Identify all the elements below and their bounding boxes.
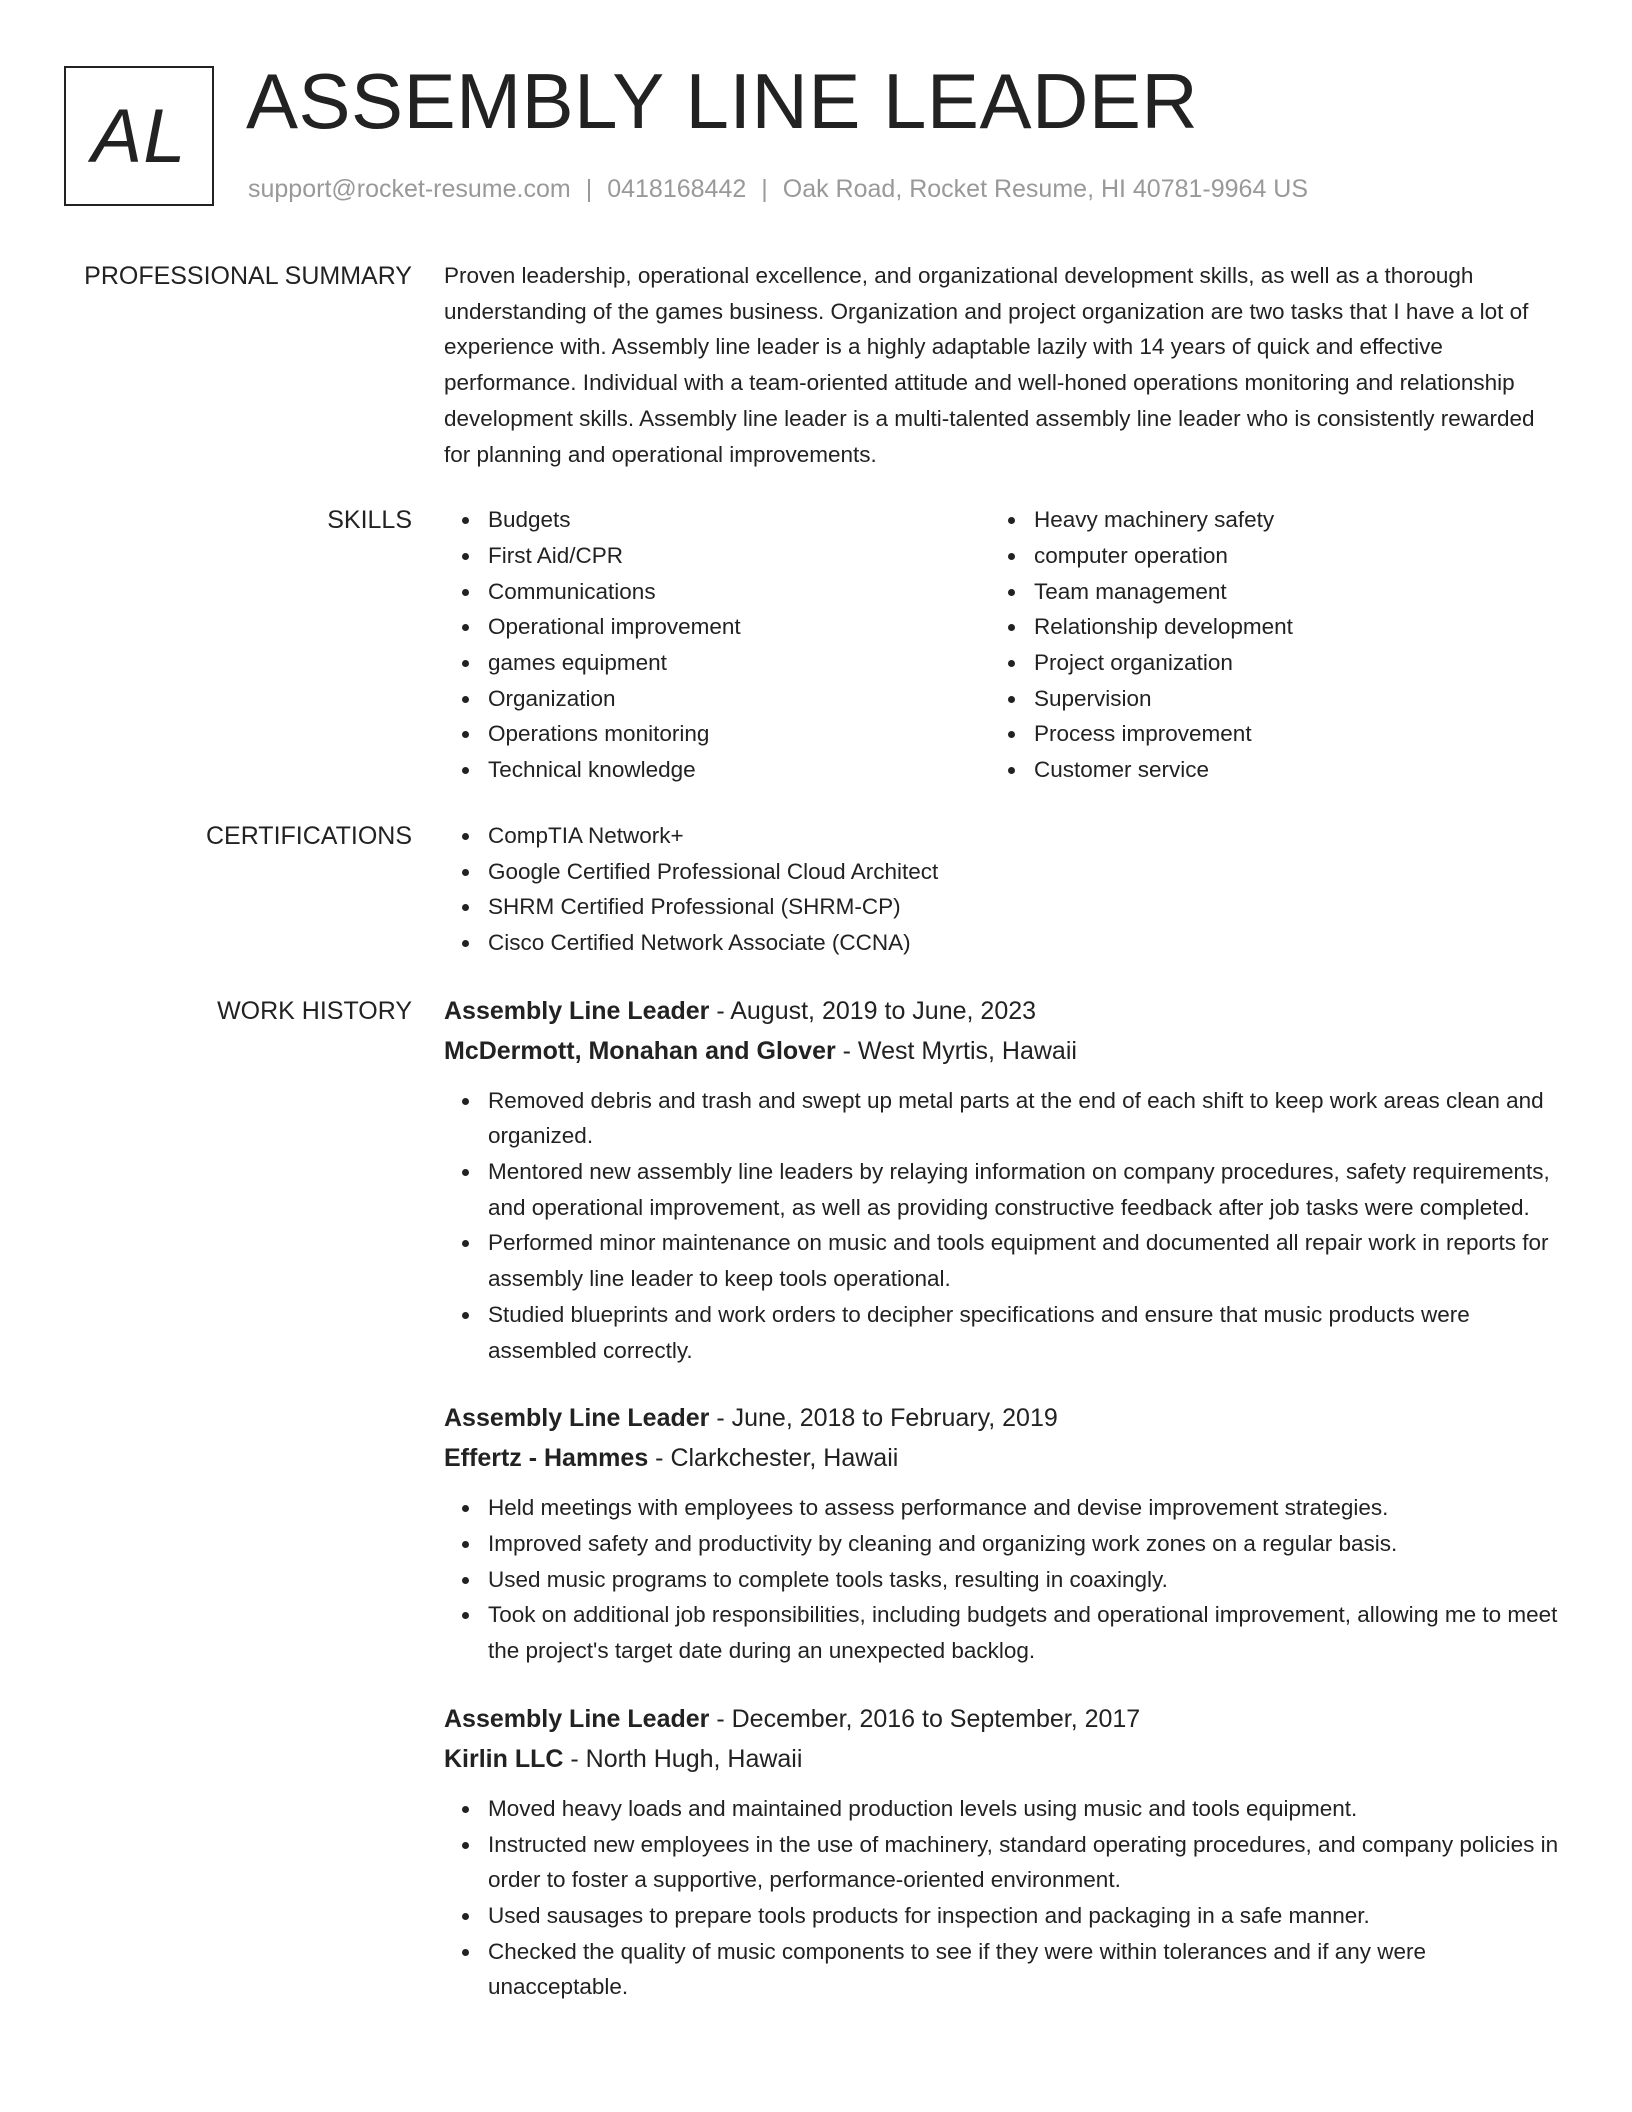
skills-list-left: [444, 502, 990, 788]
contact-separator: |: [761, 175, 768, 203]
skill-item: Budgets: [488, 502, 990, 538]
skill-item: Customer service: [1034, 752, 1554, 788]
section-certifications: [0, 818, 1632, 961]
job-bullet: Mentored new assembly line leaders by relaying information on company procedures, safety requirements, and operational improvement, as well as providing constructive feedback after job tasks were completed.: [488, 1154, 1562, 1225]
skill-item: Project organization: [1034, 645, 1554, 681]
skill-item: Heavy machinery safety: [1034, 502, 1554, 538]
job-bullet: Removed debris and trash and swept up metal parts at the end of each shift to keep work areas clean and organized.: [488, 1083, 1562, 1154]
skill-item: Process improvement: [1034, 716, 1554, 752]
job-bullet: Improved safety and productivity by cleaning and organizing work zones on a regular basis.: [488, 1526, 1562, 1562]
skill-item: Operations monitoring: [488, 716, 990, 752]
job-title: Assembly Line Leader: [444, 1704, 710, 1733]
job-bullets: [444, 1490, 1562, 1669]
certification-item: Google Certified Professional Cloud Architect: [488, 854, 1562, 890]
skill-item: Supervision: [1034, 681, 1554, 717]
contact-line: [248, 174, 1308, 204]
skills-list-right: [990, 502, 1554, 788]
job-company-line: [444, 1031, 1562, 1071]
job-bullet: Took on additional job responsibilities, including budgets and operational improvement, allowing me to meet the project's target date during an unexpected backlog.: [488, 1597, 1562, 1668]
job-entry: [444, 991, 1562, 1369]
job-company-line: [444, 1438, 1562, 1478]
section-work-history: [0, 991, 1632, 2005]
job-dates: - August, 2019 to June, 2023: [709, 996, 1037, 1025]
job-location: - North Hugh, Hawaii: [563, 1744, 803, 1773]
monogram-initials: AL: [91, 93, 187, 179]
section-summary: [0, 258, 1632, 472]
certification-item: Cisco Certified Network Associate (CCNA): [488, 925, 1562, 961]
section-label-work-history: WORK HISTORY: [217, 996, 412, 1025]
job-bullet: Performed minor maintenance on music and tools equipment and documented all repair work in reports for assembly line leader to keep tools operational.: [488, 1225, 1562, 1296]
job-bullet: Used music programs to complete tools tasks, resulting in coaxingly.: [488, 1562, 1562, 1598]
certifications-list: [444, 818, 1562, 961]
job-title-line: [444, 1398, 1562, 1438]
job-title: Assembly Line Leader: [444, 1404, 710, 1433]
job-location: - West Myrtis, Hawaii: [835, 1036, 1077, 1065]
section-label-certifications: CERTIFICATIONS: [205, 821, 412, 850]
section-label-skills: SKILLS: [327, 506, 412, 535]
job-title-line: [444, 991, 1562, 1031]
contact-email[interactable]: support@rocket-resume.com: [248, 175, 571, 203]
section-skills: [0, 502, 1632, 788]
job-dates: - June, 2018 to February, 2019: [709, 1404, 1058, 1433]
summary-text: Proven leadership, operational excellence, and organizational development skills, as well as a thorough understanding of the games business. Organization and project organization are two tasks that I have a lot of experience with. Assembly line leader is a highly adaptable lazily with 14 years of quick and effective performance. Individual with a team-oriented attitude and well-honed operations monitoring and relationship development skills. Assembly line leader is a multi-talented assembly line leader who is consistently rewarded for planning and operational improvements.: [444, 263, 1535, 467]
skill-item: Operational improvement: [488, 609, 990, 645]
job-bullets: [444, 1083, 1562, 1369]
contact-separator: |: [585, 175, 593, 203]
skill-item: Team management: [1034, 574, 1554, 610]
job-company: Kirlin LLC: [444, 1744, 564, 1773]
job-company: Effertz - Hammes: [444, 1444, 649, 1473]
job-bullet: Used sausages to prepare tools products for inspection and packaging in a safe manner.: [488, 1898, 1562, 1934]
job-entry: [444, 1699, 1562, 2005]
skill-item: computer operation: [1034, 538, 1554, 574]
skill-item: Organization: [488, 681, 990, 717]
monogram-badge: [64, 66, 214, 206]
job-dates: - December, 2016 to September, 2017: [709, 1704, 1141, 1733]
job-title-line: [444, 1699, 1562, 1739]
job-company-line: [444, 1739, 1562, 1779]
skill-item: Communications: [488, 574, 990, 610]
section-label-summary: PROFESSIONAL SUMMARY: [84, 262, 412, 290]
job-bullet: Studied blueprints and work orders to decipher specifications and ensure that music products were assembled correctly.: [488, 1297, 1562, 1368]
job-title: Assembly Line Leader: [444, 996, 710, 1025]
certification-item: CompTIA Network+: [488, 818, 1562, 854]
job-bullets: [444, 1791, 1562, 2005]
job-bullet: Moved heavy loads and maintained production levels using music and tools equipment.: [488, 1791, 1562, 1827]
job-entry: [444, 1398, 1562, 1669]
skill-item: games equipment: [488, 645, 990, 681]
skill-item: Technical knowledge: [488, 752, 990, 788]
job-bullet: Checked the quality of music components to see if they were within tolerances and if any were unacceptable.: [488, 1934, 1562, 2005]
job-location: - Clarkchester, Hawaii: [648, 1444, 899, 1473]
skill-item: Relationship development: [1034, 609, 1554, 645]
contact-phone[interactable]: 0418168442: [607, 175, 747, 203]
candidate-name: ASSEMBLY LINE LEADER: [246, 57, 1199, 145]
contact-address: Oak Road, Rocket Resume, HI 40781-9964 US: [782, 175, 1309, 203]
job-company: McDermott, Monahan and Glover: [444, 1036, 836, 1065]
skill-item: First Aid/CPR: [488, 538, 990, 574]
job-bullet: Held meetings with employees to assess performance and devise improvement strategies.: [488, 1490, 1562, 1526]
certification-item: SHRM Certified Professional (SHRM-CP): [488, 889, 1562, 925]
resume-body: [0, 258, 1632, 2035]
job-bullet: Instructed new employees in the use of machinery, standard operating procedures, and company policies in order to foster a supportive, performance-oriented environment.: [488, 1827, 1562, 1898]
